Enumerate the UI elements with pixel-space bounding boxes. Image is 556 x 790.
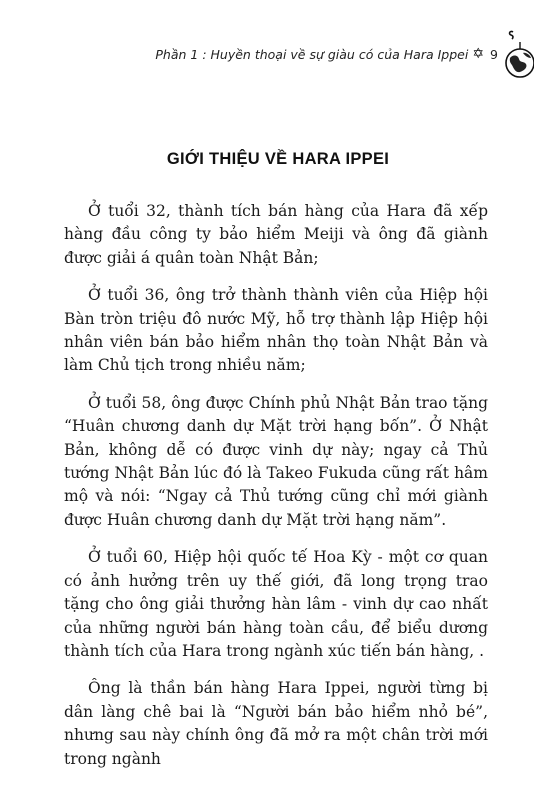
running-title: Phần 1 : Huyền thoại về sự giàu có của Hara Ippei [155,46,469,62]
running-header [155,46,498,62]
page-number: 9 [490,46,498,62]
paragraph-age-36: Ở tuổi 36, ông trở thành thành viên của Hiệp hội Bàn tròn triệu đô nước Mỹ, hỗ trợ thành lập Hiệp hội nhân viên bán bảo hiểm nhân thọ toàn Nhật Bản và làm Chủ tịch trong nhiều năm; [64,286,488,375]
body-text [64,200,488,785]
chapter-title: GIỚI THIỆU VỀ HARA IPPEI [166,150,390,168]
paragraph-age-60: Ở tuổi 60, Hiệp hội quốc tế Hoa Kỳ - một cơ quan có ảnh hưởng trên uy thế giới, đã long trọng trao tặng cho ông giải thưởng hàn lâm - vinh dự cao nhất của những người bán hàng toàn cầu, để biểu dương thành tích của Hara trong ngành xúc tiến bán hàng, . [64,548,488,660]
globe-icon [504,28,534,84]
paragraph-age-58: Ở tuổi 58, ông được Chính phủ Nhật Bản trao tặng “Huân chương danh dự Mặt trời hạng bốn”. Ở Nhật Bản, không dễ có được vinh dự này; ngay cả Thủ tướng Nhật Bản lúc đó là Takeo Fukuda cũng rất hâm mộ và nói: “Ngay cả Thủ tướng cũng chỉ mới giành được Huân chương danh dự Mặt trời hạng năm”. [64,393,488,529]
paragraph-age-32: Ở tuổi 32, thành tích bán hàng của Hara đã xếp hàng đầu công ty bảo hiểm Meiji và ông đã giành được giải á quân toàn Nhật Bản; [64,202,488,267]
paragraph-sales-god: Ông là thần bán hàng Hara Ippei, người từng bị dân làng chê bai là “Người bán bảo hiểm nhỏ bé”, nhưng sau này chính ông đã mở ra một chân trời mới trong ngành [64,679,488,768]
star-of-david-icon: ✡ [472,46,485,62]
